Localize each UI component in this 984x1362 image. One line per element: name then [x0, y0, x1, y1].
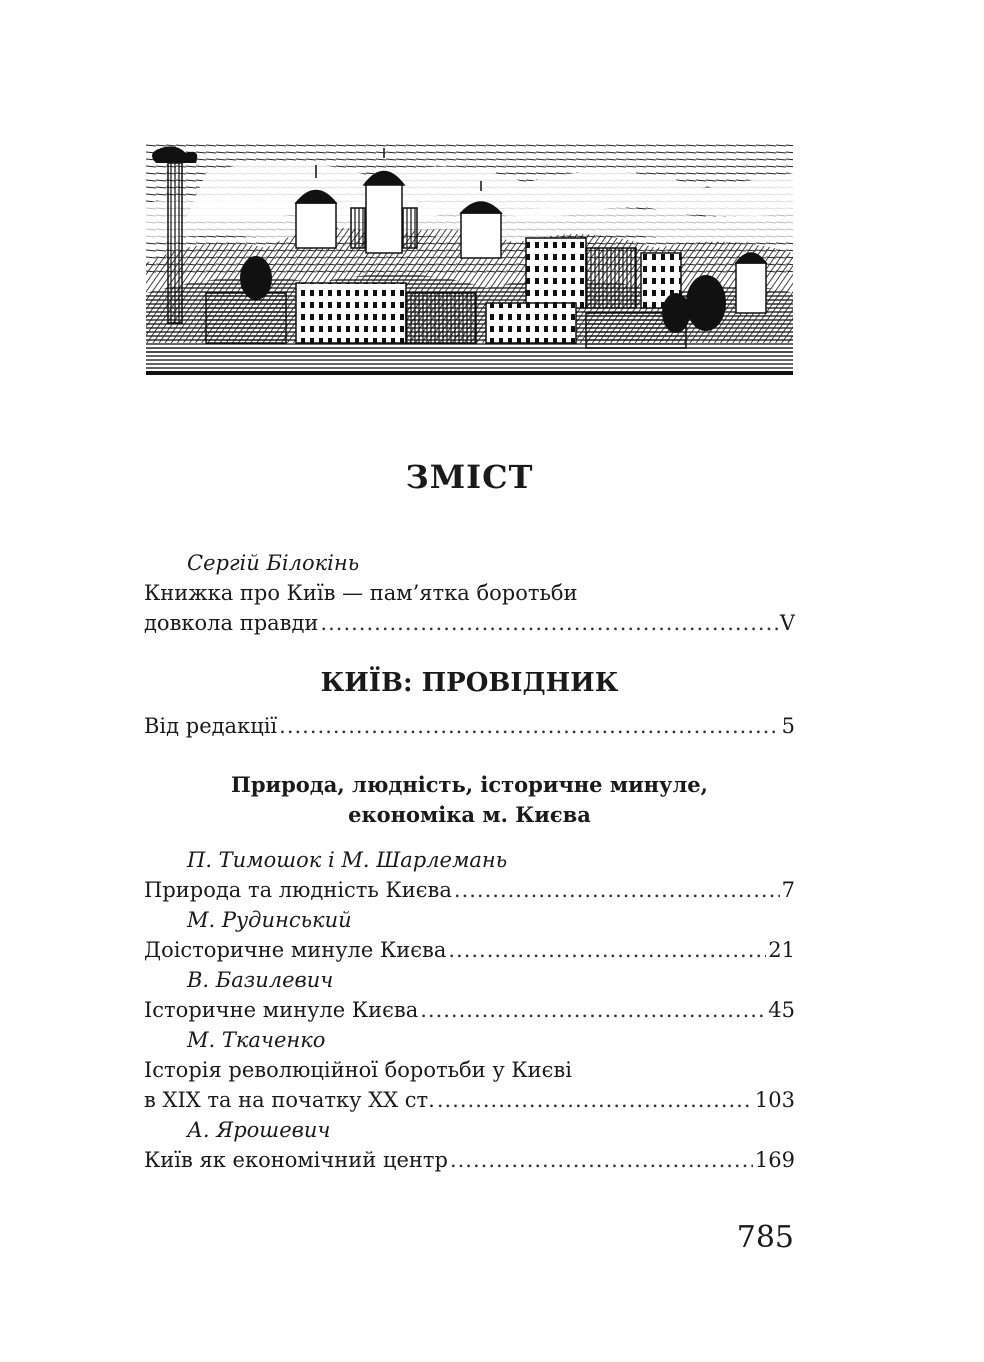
entry-author: П. Тимошок і М. Шарлемань — [187, 848, 508, 872]
entry-author: В. Базилевич — [187, 968, 334, 992]
section-title: КИЇВ: ПРОВІДНИК — [320, 668, 619, 698]
dot-leader — [420, 995, 766, 1025]
entry-author: М. Ткаченко — [187, 1028, 326, 1052]
entry-title: Природа та людність Києва — [144, 878, 452, 902]
entry-page: 5 — [781, 714, 795, 738]
toc-entry[interactable] — [144, 1085, 795, 1115]
entry-title: Історичне минуле Києва — [144, 998, 419, 1022]
page-number: 785 — [736, 1220, 794, 1255]
intro-author: Сергій Білокінь — [187, 551, 360, 575]
toc-entry[interactable] — [144, 935, 795, 965]
entry-page: 169 — [754, 1148, 795, 1172]
entry-title: довкола правди — [144, 611, 319, 635]
dot-leader — [279, 711, 779, 741]
entry-title: Київ як економічний центр — [144, 1148, 448, 1172]
subsection-title-line2: економіка м. Києва — [348, 802, 591, 827]
dot-leader — [454, 875, 780, 905]
entry-title: Доісторичне минуле Києва — [144, 938, 447, 962]
entry-author: А. Ярошевич — [187, 1118, 331, 1142]
entry-title: в ХІХ та на початку ХХ ст. — [144, 1088, 435, 1112]
dot-leader — [448, 935, 766, 965]
toc-title: ЗМІСТ — [405, 458, 534, 496]
toc-entry[interactable] — [144, 995, 795, 1025]
toc-entry-editorial[interactable] — [144, 711, 795, 741]
dot-leader — [437, 1085, 753, 1115]
subsection-title-line1: Природа, людність, історичне минуле, — [231, 772, 708, 797]
dot-leader — [320, 608, 777, 638]
entry-page: 103 — [754, 1088, 795, 1112]
entry-page: 7 — [781, 878, 795, 902]
toc-entry[interactable] — [144, 875, 795, 905]
entry-title-line1: Історія революційної боротьби у Києві — [144, 1058, 572, 1082]
kyiv-cityscape-engraving-icon — [146, 143, 793, 383]
toc-entry-intro[interactable] — [144, 608, 795, 638]
entry-page: 21 — [768, 938, 795, 962]
entry-page: V — [779, 611, 795, 635]
toc-entry[interactable] — [144, 1145, 795, 1175]
subsection-title — [146, 770, 793, 830]
entry-title: Від редакції — [144, 714, 278, 738]
dot-leader — [450, 1145, 753, 1175]
intro-title-line1: Книжка про Київ — пам’ятка боротьби — [144, 581, 578, 605]
entry-author: М. Рудинський — [187, 908, 352, 932]
entry-page: 45 — [768, 998, 795, 1022]
